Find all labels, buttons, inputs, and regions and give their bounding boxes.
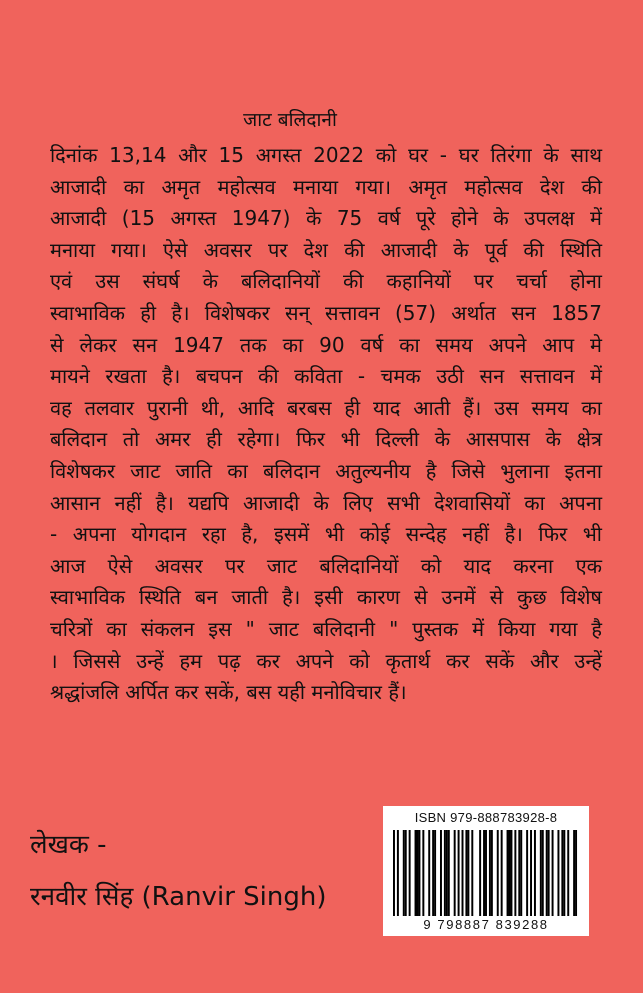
barcode-bar	[507, 830, 509, 916]
barcode-bar	[462, 830, 464, 916]
barcode-bar	[491, 830, 493, 916]
blurb-line: स्वाभाविक स्थिति बन जाती है। इसी कारण से उनमें से कुछ विशेष	[50, 585, 602, 610]
barcode-bar	[497, 830, 499, 916]
barcode-bar	[509, 830, 511, 916]
barcode-bar	[418, 830, 420, 916]
blurb-paragraph	[50, 140, 602, 709]
barcode-bar	[403, 830, 405, 916]
barcode-bar	[575, 830, 577, 916]
barcode-bar	[393, 830, 395, 916]
barcode-bar	[432, 830, 434, 916]
barcode-bar	[552, 830, 554, 916]
blurb-line: स्वाभाविक ही है। विशेषकर सन् सत्तावन (57) अर्थात सन 1857	[50, 300, 602, 325]
barcode-bar	[458, 830, 460, 916]
barcode-bars	[393, 830, 579, 916]
barcode-bar	[563, 830, 565, 916]
blurb-line: आसान नहीं है। यद्यपि आजादी के लिए सभी देशवासियों का अपना	[50, 490, 602, 515]
barcode-bar	[448, 830, 450, 916]
blurb-line: श्रद्धांजलि अर्पित कर सकें, बस यही मनोविचार हैं।	[50, 680, 407, 705]
blurb-line: - अपना योगदान रहा है, इसमें भी कोई सन्देह नहीं है। फिर भी	[50, 522, 602, 547]
barcode-bar	[434, 830, 436, 916]
barcode-bar	[489, 830, 491, 916]
barcode-bar	[454, 830, 456, 916]
isbn-barcode	[383, 806, 589, 936]
isbn-number: ISBN 979-888783928-8	[414, 810, 558, 825]
barcode-bar	[416, 830, 418, 916]
book-title: जाट बलिदानी	[243, 109, 337, 131]
barcode-bar	[409, 830, 411, 916]
barcode-bar	[561, 830, 563, 916]
blurb-line: बलिदान तो अमर ही रहेगा। फिर भी दिल्ली के आसपास के क्षेत्र	[50, 427, 602, 452]
barcode-bar	[444, 830, 446, 916]
barcode-bar	[542, 830, 544, 916]
barcode-bar	[510, 830, 512, 916]
barcode-bar	[548, 830, 550, 916]
barcode-bar	[546, 830, 548, 916]
blurb-line: मायने रखता है। बचपन की कविता - चमक उठी सन सत्तावन में	[50, 364, 602, 389]
barcode-bar	[405, 830, 407, 916]
blurb-line: विशेषकर जाट जाति का बलिदान अतुल्यनीय है जिसे भुलाना इतना	[50, 458, 602, 483]
barcode-bar	[440, 830, 442, 916]
blurb-line: से लेकर सन 1947 तक का 90 वर्ष का समय अपने आप मे	[50, 332, 602, 357]
blurb-line: आजादी (15 अगस्त 1947) के 75 वर्ष पूरे होने के उपलक्ष में	[50, 206, 602, 231]
barcode-bar	[520, 830, 522, 916]
blurb-line: वह तलवार पुरानी थी, आदि बरबस ही याद आती हैं। उस समय का	[50, 395, 602, 420]
barcode-bar	[467, 830, 469, 916]
barcode-bar	[483, 830, 485, 916]
blurb-line: । जिससे उन्हें हम पढ़ कर अपने को कृतार्थ कर सकें और उन्हें	[50, 648, 602, 673]
author-name: रनवीर सिंह (Ranvir Singh)	[30, 882, 327, 912]
barcode-bar	[465, 830, 467, 916]
author-label: लेखक -	[30, 830, 107, 860]
blurb-line: चरित्रों का संकलन इस " जाट बलिदानी " पुस्तक में किया गया है	[50, 616, 602, 641]
barcode-bar	[428, 830, 430, 916]
barcode-bar	[573, 830, 575, 916]
barcode-bar	[397, 830, 399, 916]
barcode-bar	[471, 830, 473, 916]
barcode-bar	[479, 830, 481, 916]
barcode-bar	[446, 830, 448, 916]
barcode-bar	[567, 830, 569, 916]
barcode-bar	[540, 830, 542, 916]
barcode-bar	[485, 830, 487, 916]
barcode-bar	[514, 830, 516, 916]
barcode-bar	[501, 830, 503, 916]
blurb-line: मनाया गया। ऐसे अवसर पर देश की आजादी के पूर्व की स्थिति	[50, 237, 602, 262]
barcode-bar	[530, 830, 532, 916]
barcode-bar	[422, 830, 424, 916]
barcode-bar	[415, 830, 417, 916]
blurb-line: आजादी का अमृत महोत्सव मनाया गया। अमृत महोत्सव देश की	[50, 174, 602, 199]
barcode-bar	[557, 830, 559, 916]
barcode-digits: 9 798887 839288	[423, 917, 549, 932]
author-block	[30, 825, 326, 917]
blurb-line: एवं उस संघर्ष के बलिदानियों की कहानियों पर चर्चा होना	[50, 269, 602, 294]
blurb-line: आज ऐसे अवसर पर जाट बलिदानियों को याद करना एक	[50, 553, 602, 578]
barcode-bar	[534, 830, 536, 916]
barcode-bar	[526, 830, 528, 916]
barcode-bar	[518, 830, 520, 916]
blurb-line: दिनांक 13,14 और 15 अगस्त 2022 को घर - घर तिरंगा के साथ	[50, 143, 602, 167]
